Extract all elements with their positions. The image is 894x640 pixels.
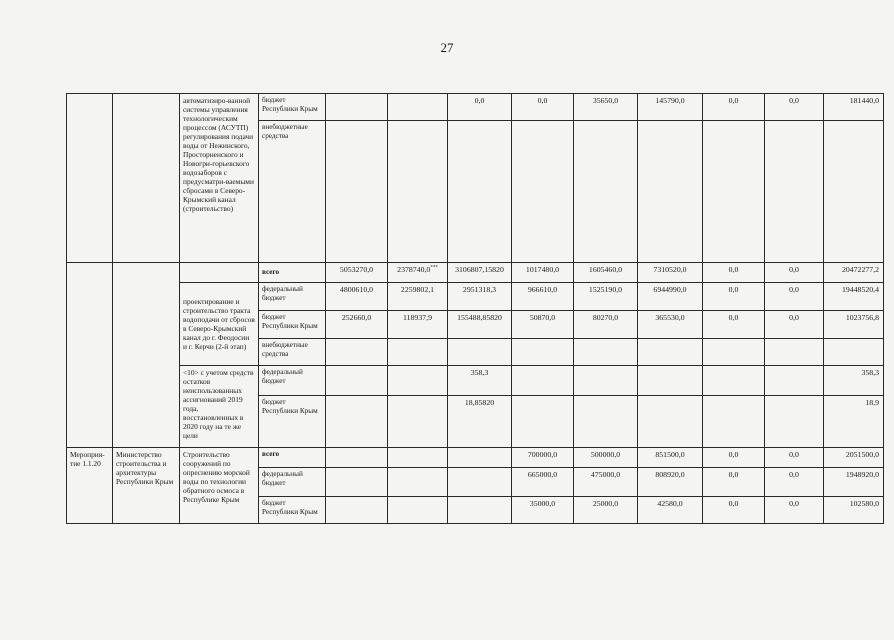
value-cell: 1525190,0 (574, 283, 638, 311)
value-cell (638, 366, 703, 396)
total-cell: 20472277,2 (824, 263, 884, 283)
funding-source: бюджет Республики Крым (259, 311, 326, 339)
table-row (67, 366, 884, 396)
page-number: 27 (440, 40, 454, 55)
value-cell (388, 121, 448, 263)
value-cell (326, 448, 388, 468)
value-cell (326, 497, 388, 524)
value-cell (574, 339, 638, 366)
value-cell (326, 94, 388, 121)
budget-table (66, 93, 884, 524)
total-cell: 18,9 (824, 396, 884, 448)
value-cell: 0,0 (765, 311, 824, 339)
measure-code: Мероприя-тие 1.1.20 (67, 448, 113, 524)
organization-cell (113, 263, 180, 448)
value-cell: 50870,0 (512, 311, 574, 339)
value-cell: 966610,0 (512, 283, 574, 311)
value-cell: 2951318,3 (448, 283, 512, 311)
value-cell: 2259802,1 (388, 283, 448, 311)
value-cell: 500000,0 (574, 448, 638, 468)
total-cell: 102580,0 (824, 497, 884, 524)
table-row (67, 94, 884, 121)
value-cell (448, 497, 512, 524)
value-cell (574, 396, 638, 448)
value-cell: 118937,9 (388, 311, 448, 339)
organization-cell (113, 94, 180, 263)
value-cell (326, 366, 388, 396)
code-cell (67, 263, 113, 448)
value-cell: 851500,0 (638, 448, 703, 468)
value-cell: 0,0 (703, 311, 765, 339)
value-cell (703, 121, 765, 263)
value-cell (512, 366, 574, 396)
value-cell (326, 121, 388, 263)
value-cell: 808920,0 (638, 468, 703, 497)
value-cell: 665000,0 (512, 468, 574, 497)
funding-source: федеральный бюджет (259, 366, 326, 396)
value-cell (326, 468, 388, 497)
value-cell: 0,0 (703, 468, 765, 497)
value-cell (638, 339, 703, 366)
funding-source: бюджет Республики Крым (259, 396, 326, 448)
value-cell: 0,0 (703, 448, 765, 468)
value-cell: 0,0 (703, 94, 765, 121)
value-cell: 25000,0 (574, 497, 638, 524)
total-cell: 2051500,0 (824, 448, 884, 468)
value-cell: 155488,85820 (448, 311, 512, 339)
value-cell (448, 339, 512, 366)
value-cell: 5053270,0 (326, 263, 388, 283)
description-cell: Строительство сооружений по опреснению морской воды по технологии обратного осмоса в Республике Крым (180, 448, 259, 524)
funding-source: федеральный бюджет (259, 283, 326, 311)
value-cell: 0,0 (512, 94, 574, 121)
total-cell (824, 339, 884, 366)
value-cell (326, 396, 388, 448)
value-cell: 42580,0 (638, 497, 703, 524)
value-cell: 0,0 (765, 263, 824, 283)
value-cell (638, 396, 703, 448)
value-cell: 0,0 (703, 263, 765, 283)
value-cell: 2378740,0*** (388, 263, 448, 283)
value-cell (388, 339, 448, 366)
value-cell: 0,0 (703, 497, 765, 524)
value-cell (512, 339, 574, 366)
value-cell (388, 448, 448, 468)
value-cell (574, 121, 638, 263)
funding-source: бюджет Республики Крым (259, 497, 326, 524)
value-cell: 4800610,0 (326, 283, 388, 311)
value-cell (388, 497, 448, 524)
value-cell (765, 121, 824, 263)
funding-source: федеральный бюджет (259, 468, 326, 497)
value-cell (388, 468, 448, 497)
footnote-mark: *** (430, 265, 438, 271)
value-cell: 0,0 (703, 283, 765, 311)
value-cell: 3106807,15820 (448, 263, 512, 283)
value-cell (448, 468, 512, 497)
value-cell (326, 339, 388, 366)
value-cell: 0,0 (765, 468, 824, 497)
value-cell: 80270,0 (574, 311, 638, 339)
value-cell (765, 396, 824, 448)
value-cell: 365530,0 (638, 311, 703, 339)
table-row (67, 263, 884, 283)
funding-source: всего (259, 448, 326, 468)
value-cell (703, 396, 765, 448)
value-cell: 7310520,0 (638, 263, 703, 283)
value-cell (448, 448, 512, 468)
value-cell (388, 396, 448, 448)
value-cell (765, 339, 824, 366)
description-cell: <10> с учетом средств остатков неиспользованных ассигнований 2019 года, восстановленных в 2020 году на те же цели (180, 366, 259, 448)
value-cell (512, 121, 574, 263)
value-cell: 252660,0 (326, 311, 388, 339)
value-cell (638, 121, 703, 263)
value-cell: 35650,0 (574, 94, 638, 121)
total-cell: 1023756,8 (824, 311, 884, 339)
value-cell: 358,3 (448, 366, 512, 396)
description-cell (180, 263, 259, 283)
value-cell: 18,85820 (448, 396, 512, 448)
value-cell: 475000,0 (574, 468, 638, 497)
value-cell (574, 366, 638, 396)
table-row (67, 283, 884, 311)
value-cell (388, 366, 448, 396)
total-cell (824, 121, 884, 263)
value-cell: 0,0 (765, 497, 824, 524)
total-cell: 1948920,0 (824, 468, 884, 497)
funding-source: внебюджетные средства (259, 121, 326, 263)
value-cell: 700000,0 (512, 448, 574, 468)
description-cell: проектирование и строительство тракта водоподачи от сбросов в Северо-Крымский канал до г. Феодосии и г. Керчи (2-й этап) (180, 283, 259, 366)
value-cell: 0,0 (448, 94, 512, 121)
value-cell (512, 396, 574, 448)
value-cell: 6944990,0 (638, 283, 703, 311)
value-cell (448, 121, 512, 263)
value-cell: 145790,0 (638, 94, 703, 121)
funding-source: бюджет Республики Крым (259, 94, 326, 121)
value-cell: 1017480,0 (512, 263, 574, 283)
total-cell: 358,3 (824, 366, 884, 396)
value-cell: 0,0 (765, 283, 824, 311)
value-cell (703, 366, 765, 396)
code-cell (67, 94, 113, 263)
total-cell: 19448520,4 (824, 283, 884, 311)
funding-source: внебюджетные средства (259, 339, 326, 366)
table-row (67, 448, 884, 468)
value-cell: 35000,0 (512, 497, 574, 524)
description-cell: автоматизиро-ванной системы управления технологическим процессом (АСУТП) регулирования подачи воды от Нежинского, Просторненского и Новогри-горьевского водозаборов с предусматри-ваемыми сбросами в Северо-Крымский канал (строительство) (180, 94, 259, 263)
total-cell: 181440,0 (824, 94, 884, 121)
funding-source: всего (259, 263, 326, 283)
value-cell (765, 366, 824, 396)
value-cell (703, 339, 765, 366)
value-cell (388, 94, 448, 121)
value-cell: 0,0 (765, 94, 824, 121)
organization-cell: Министерство строительства и архитектуры Республики Крым (113, 448, 180, 524)
value-cell: 1605460,0 (574, 263, 638, 283)
value-cell: 0,0 (765, 448, 824, 468)
